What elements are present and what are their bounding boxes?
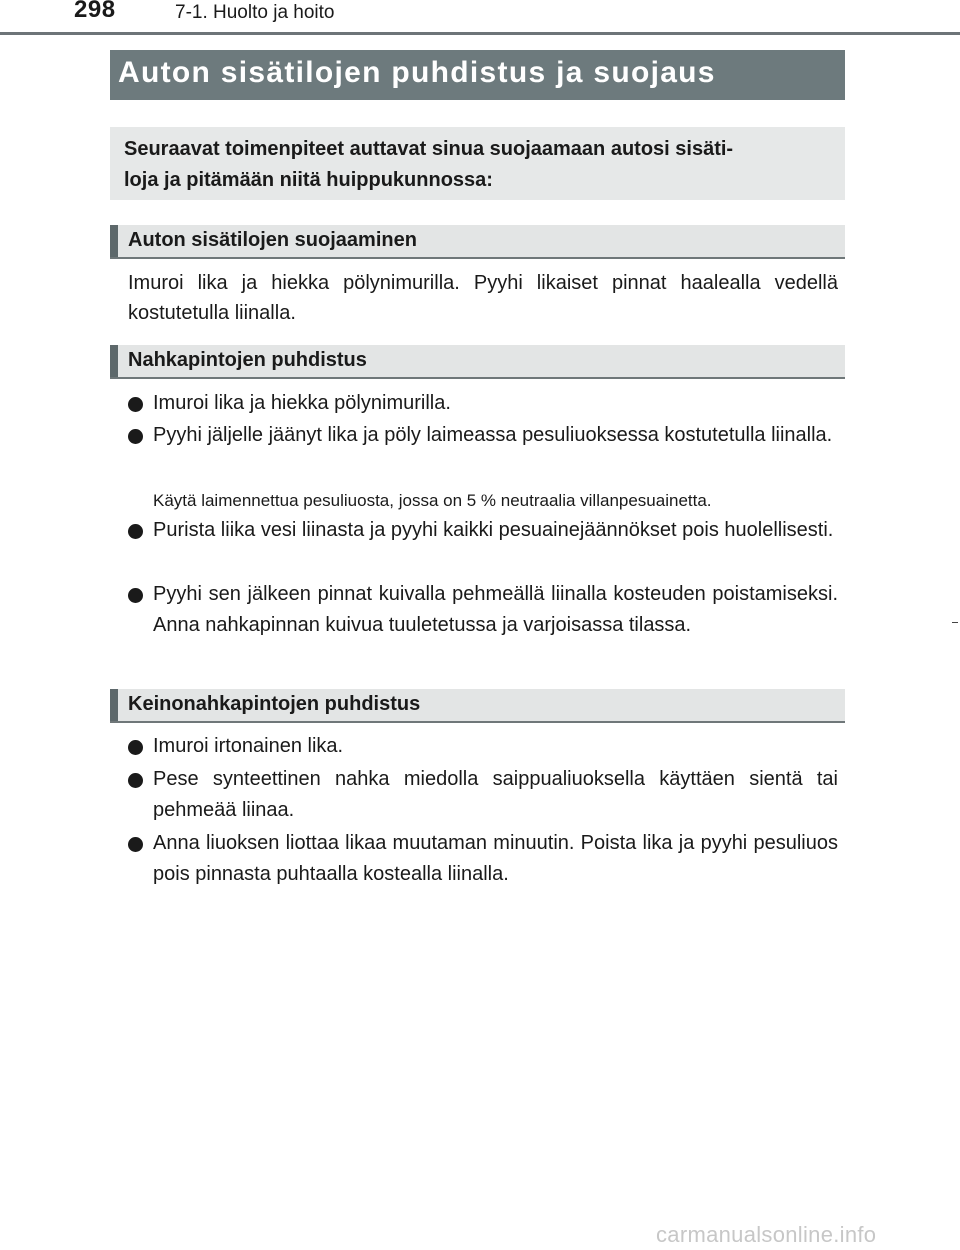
list-item-text: Imuroi lika ja hiekka pölynimurilla. (153, 392, 451, 414)
list-item-text: Anna liuoksen liottaa likaa muutaman minuutin. Poista lika ja pyyhi pesuliuos pois pinnasta puhtaalla kostealla liinalla. (153, 832, 838, 885)
bullet-icon (128, 837, 143, 852)
section-heading-bar (110, 689, 118, 721)
section-heading-label: Keinonahkapintojen puhdistus (128, 693, 421, 715)
header-divider (0, 32, 960, 35)
list-item (128, 828, 838, 890)
list-item (128, 579, 838, 641)
bullet-icon (128, 524, 143, 539)
list-item-text: Pyyhi sen jälkeen pinnat kuivalla pehmeällä liinalla kosteuden poistamiseksi. Anna nahkapinnan kuivua tuuletetussa ja varjoisassa tilassa. (153, 583, 838, 636)
section-paragraph: Imuroi lika ja hiekka pölynimurilla. Pyyhi likaiset pinnat haalealla vedellä kostutetulla liinalla. (128, 272, 838, 324)
page-title: Auton sisätilojen puhdistus ja suojaus (110, 50, 845, 100)
bullet-icon (128, 429, 143, 444)
list-item-text: Pyyhi jäljelle jäänyt lika ja pöly laimeassa pesuliuoksessa kostutetulla liinalla. (153, 424, 833, 446)
bullet-icon (128, 397, 143, 412)
intro-box (110, 127, 845, 200)
section-heading-synthetic-leather-cleaning (110, 689, 845, 723)
bullet-icon (128, 740, 143, 755)
intro-line-1: Seuraavat toimenpiteet auttavat sinua suojaamaan autosi sisäti- (124, 138, 734, 160)
list-item (128, 764, 838, 826)
chapter-title: 7-1. Huolto ja hoito (175, 2, 335, 23)
margin-tick (952, 622, 958, 623)
list-item-text: Imuroi irtonainen lika. (153, 735, 344, 757)
section-heading-leather-cleaning (110, 345, 845, 379)
list-item-text: Pese synteettinen nahka miedolla saippualiuoksella käyttäen sientä tai pehmeää liinaa. (153, 768, 838, 821)
page-number: 298 (74, 0, 116, 23)
section-heading-bar (110, 225, 118, 257)
list-item-text: Purista liika vesi liinasta ja pyyhi kaikki pesuainejäännökset pois huolellisesti. (153, 519, 834, 541)
section-heading-bar (110, 345, 118, 377)
page-header (0, 0, 960, 36)
bullet-icon (128, 588, 143, 603)
bullet-icon (128, 773, 143, 788)
section-heading-interior-protection (110, 225, 845, 259)
list-item (128, 515, 838, 546)
list-item (128, 420, 838, 451)
watermark: carmanualsonline.info (656, 1222, 877, 1247)
section-heading-label: Nahkapintojen puhdistus (128, 349, 367, 371)
section-heading-label: Auton sisätilojen suojaaminen (128, 229, 417, 251)
note-text: Käytä laimennettua pesuliuosta, jossa on 5 % neutraalia villanpesuainetta. (153, 491, 712, 510)
list-item (128, 388, 838, 419)
intro-line-2: loja ja pitämään niitä huippukunnossa: (124, 169, 493, 191)
list-item (128, 731, 838, 762)
